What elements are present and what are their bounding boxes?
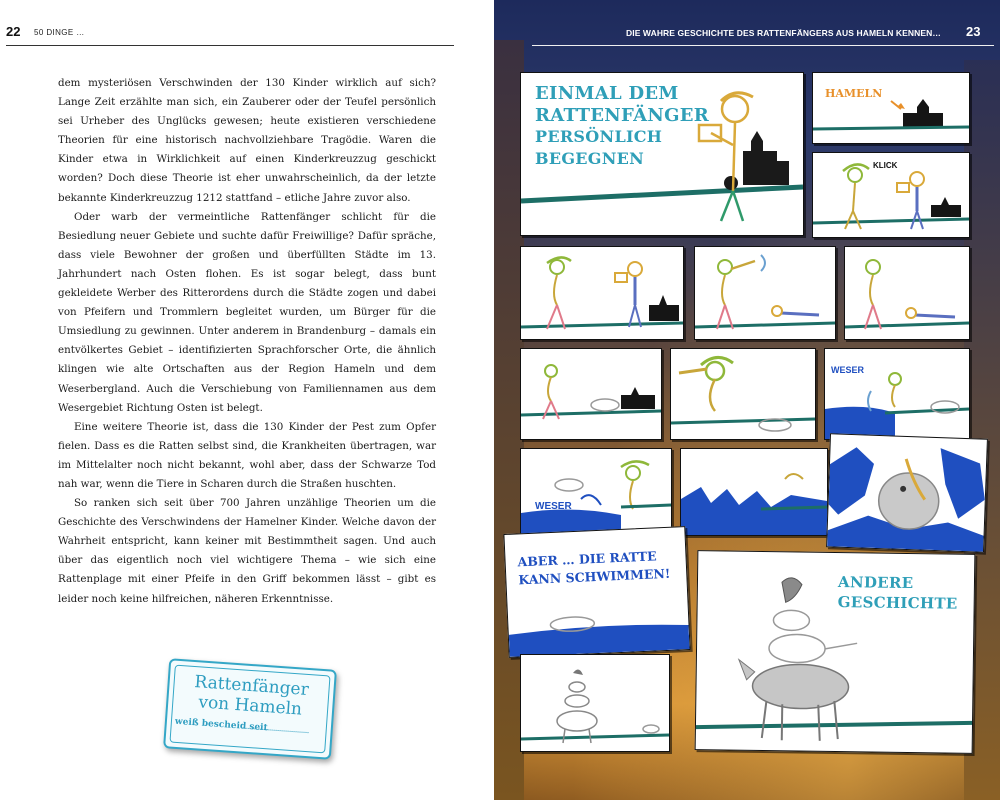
- hameln-skyline-illustration: [813, 73, 969, 143]
- header-rule-right: [532, 45, 994, 46]
- comic-panel-klick: [812, 152, 970, 238]
- comic-panel-row4-swimming-rat: [826, 433, 988, 552]
- piper-leads-rats-illustration: [671, 349, 815, 439]
- running-head-right: DIE WAHRE GESCHICHTE DES RATTENFÄNGERS AUS HAMELN KENNEN…: [626, 28, 942, 38]
- title-line-3: PERSÖNLICH: [535, 127, 663, 146]
- label-andere: ANDERE: [837, 573, 914, 593]
- comic-panel-title: [520, 72, 804, 236]
- label-geschichte: GESCHICHTE: [837, 593, 958, 613]
- comic-panel-row3-a: [520, 348, 662, 440]
- label-aber-2: KANN SCHWIMMEN!: [518, 565, 671, 588]
- paragraph-1: dem mysteriösen Verschwinden der 130 Kinder wirklich auf sich? Lange Zeit erzählte man sich, ein Zauberer oder der Teufel persönlich sei Urheber des Unglücks gewesen; heute existieren verschiedene Theorien für eine historisch nachvollziehbare Tragödie. Waren die Kinder etwa in Wirklichkeit auf einen Kinderkreuzzug geschickt worden? Doch diese Theorie ist eher unwahrscheinlich, da der letzte bekannte Kinderkreuzzug 1212 stattfand – etliche Jahre zuvor also.: [58, 77, 436, 204]
- comic-panel-hameln: [812, 72, 970, 144]
- running-head-left: 50 DINGE …: [34, 28, 85, 37]
- comic-panel-row3-weser: [824, 348, 970, 440]
- title-line-4: BEGEGNEN: [535, 149, 645, 168]
- comic-panel-row2-b: [694, 246, 836, 340]
- left-page: [0, 0, 494, 800]
- comic-panel-andere-geschichte: [695, 550, 976, 754]
- piper-and-rat-illustration: [521, 349, 661, 439]
- label-hameln: HAMELN: [825, 87, 883, 100]
- small-town-musicians-illustration: [521, 655, 669, 751]
- photographer-on-ground-illustration: [845, 247, 969, 339]
- label-weser-1: WESER: [831, 365, 865, 375]
- paragraph-4: So ranken sich seit über 700 Jahren unzählige Theorien um die Geschichte des Verschwindens der Hamelner Kinder. Welche davon der Wahrheit entspricht, kann keiner mit Bestimmtheit sagen. Und auch über das eigentlich noch viel wichtigere Thema – wie sich eine Rattenplage mit einer Pfeife in den Griff bekommen lässt – gibt es leider noch keine hilfreichen, näheren Erkenntnisse.: [58, 497, 436, 605]
- header-rule-left: [6, 45, 454, 46]
- comic-panel-row3-b: [670, 348, 816, 440]
- comic-panel-row2-c: [844, 246, 970, 340]
- page-number-right: 23: [966, 24, 981, 39]
- piper-and-photographer-illustration: [521, 247, 683, 339]
- body-text: [58, 74, 436, 609]
- label-weser-2: WESER: [535, 501, 572, 512]
- comic-panel-row4-weser: [520, 448, 672, 536]
- paragraph-3: Eine weitere Theorie ist, dass die 130 Kinder der Pest zum Opfer fielen. Dass es die Ratten selbst sind, die Krankheiten übertragen, war im Mittelalter noch nicht bekannt, wohl aber, dass der Schwarze Tod nah war, wenn die Tiere in Scharen durch die Straßen huschten.: [58, 420, 436, 490]
- comic-panel-row4-splash: [680, 448, 828, 536]
- swimming-rat-closeup-illustration: [827, 434, 987, 551]
- stamp-line-2: von Hameln: [197, 692, 303, 720]
- rattenfaenger-stamp: [163, 658, 337, 759]
- comic-panel-aber: [503, 526, 690, 658]
- comic-panel-small-musicians: [520, 654, 670, 752]
- label-aber-1: ABER … DIE RATTE: [517, 548, 657, 570]
- right-page: [494, 0, 1000, 800]
- stamp-line-1: Rattenfänger: [193, 672, 310, 701]
- town-musicians-illustration: [696, 551, 975, 753]
- stamp-subline: weiß bescheid seit: [174, 716, 268, 734]
- rat-swims-away-illustration: [504, 527, 689, 657]
- page-number-left: 22: [6, 24, 21, 39]
- paragraph-2: Oder warb der vermeintliche Rattenfänger schlicht für die Besiedlung neuer Gebiete und suchte dafür Freiwillige? Dafür spräche, dass viele Bewohner der großen und überfüllten Städte im 13. Jahrhundert nach Osten flohen. Es ist sogar belegt, dass bunt gekleidete Werber des Ritterordens durch die Städte zogen und dabei von Pfeifern und Trommlern begleitet wurden, um Bürger für die Umsiedlung zu gewinnen. Unter anderem in Brandenburg – damals ein entvölkertes Gebiet – identifizierten Sprachforscher Orte, die ähnlich klingen wie alte Ortschaften aus der Region Hameln und dem Weserbergland. Auch die Verschiebung von Familiennamen aus dem Wesergebiet Richtung Osten ist belegt.: [58, 210, 436, 414]
- splash-illustration: [681, 449, 827, 535]
- weser-river-illustration: [825, 349, 969, 439]
- piper-plays-flute-illustration: [695, 247, 835, 339]
- title-line-1: EINMAL DEM: [535, 83, 679, 104]
- rats-into-river-illustration: [521, 449, 671, 535]
- comic-panel-row2-a: [520, 246, 684, 340]
- label-klick: KLICK: [873, 161, 898, 170]
- title-line-2: RATTENFÄNGER: [535, 105, 710, 126]
